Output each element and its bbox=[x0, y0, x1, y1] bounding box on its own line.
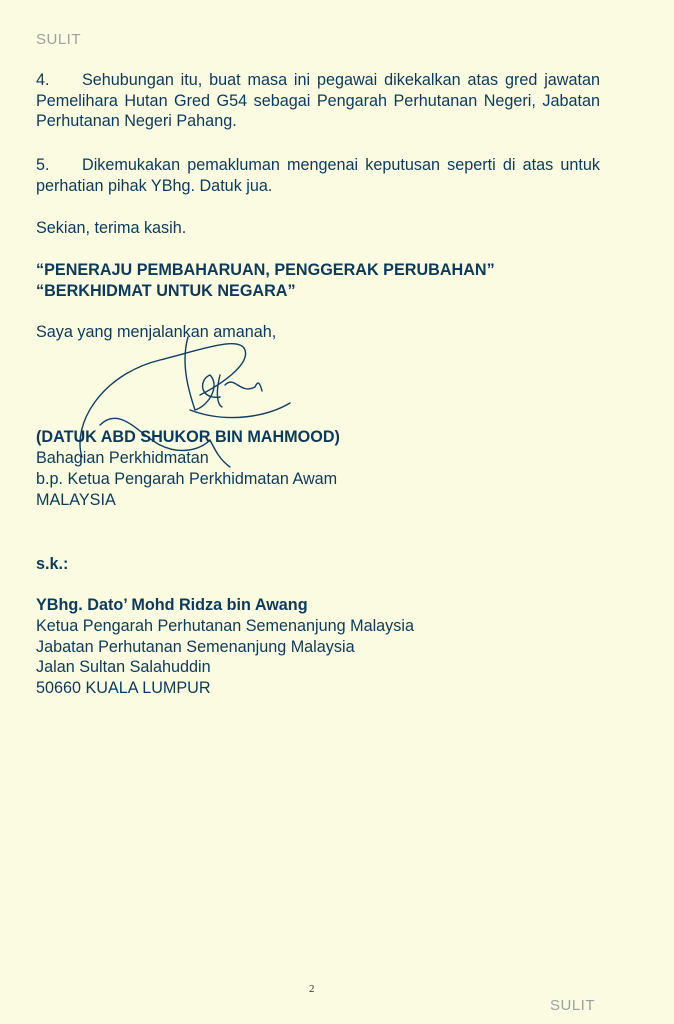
paragraph-4 bbox=[36, 70, 600, 132]
signatory-line: MALAYSIA bbox=[36, 491, 116, 509]
cc-label: s.k.: bbox=[36, 555, 69, 573]
cc-address-line: 50660 KUALA LUMPUR bbox=[36, 679, 211, 697]
paragraph-number: 4. bbox=[36, 71, 50, 89]
sign-off-text: Saya yang menjalankan amanah, bbox=[36, 323, 277, 341]
motto-line-1: “PENERAJU PEMBAHARUAN, PENGGERAK PERUBAHAN” bbox=[36, 261, 495, 279]
cc-address-line: Jabatan Perhutanan Semenanjung Malaysia bbox=[36, 638, 355, 656]
classification-header: SULIT bbox=[36, 31, 82, 48]
classification-footer: SULIT bbox=[550, 997, 596, 1014]
paragraph-text: Dikemukakan pemakluman mengenai keputusan seperti di atas untuk perhatian pihak YBhg. Datuk jua. bbox=[36, 156, 600, 195]
signatory-name: (DATUK ABD SHUKOR BIN MAHMOOD) bbox=[36, 428, 340, 446]
paragraph-5 bbox=[36, 155, 600, 196]
cc-address-line: Ketua Pengarah Perhutanan Semenanjung Malaysia bbox=[36, 617, 414, 635]
paragraph-text: Sehubungan itu, buat masa ini pegawai dikekalkan atas gred jawatan Pemelihara Hutan Gred G54 sebagai Pengarah Perhutanan Negeri, Jabatan Perhutanan Negeri Pahang. bbox=[36, 71, 600, 130]
cc-address-line: Jalan Sultan Salahuddin bbox=[36, 658, 211, 676]
signatory-line: Bahagian Perkhidmatan bbox=[36, 449, 209, 467]
closing-text: Sekian, terima kasih. bbox=[36, 219, 187, 237]
paragraph-number: 5. bbox=[36, 156, 50, 174]
cc-recipient-name: YBhg. Dato’ Mohd Ridza bin Awang bbox=[36, 596, 308, 614]
signatory-line: b.p. Ketua Pengarah Perkhidmatan Awam bbox=[36, 470, 338, 488]
page-number: 2 bbox=[309, 983, 315, 995]
motto-line-2: “BERKHIDMAT UNTUK NEGARA” bbox=[36, 282, 296, 300]
